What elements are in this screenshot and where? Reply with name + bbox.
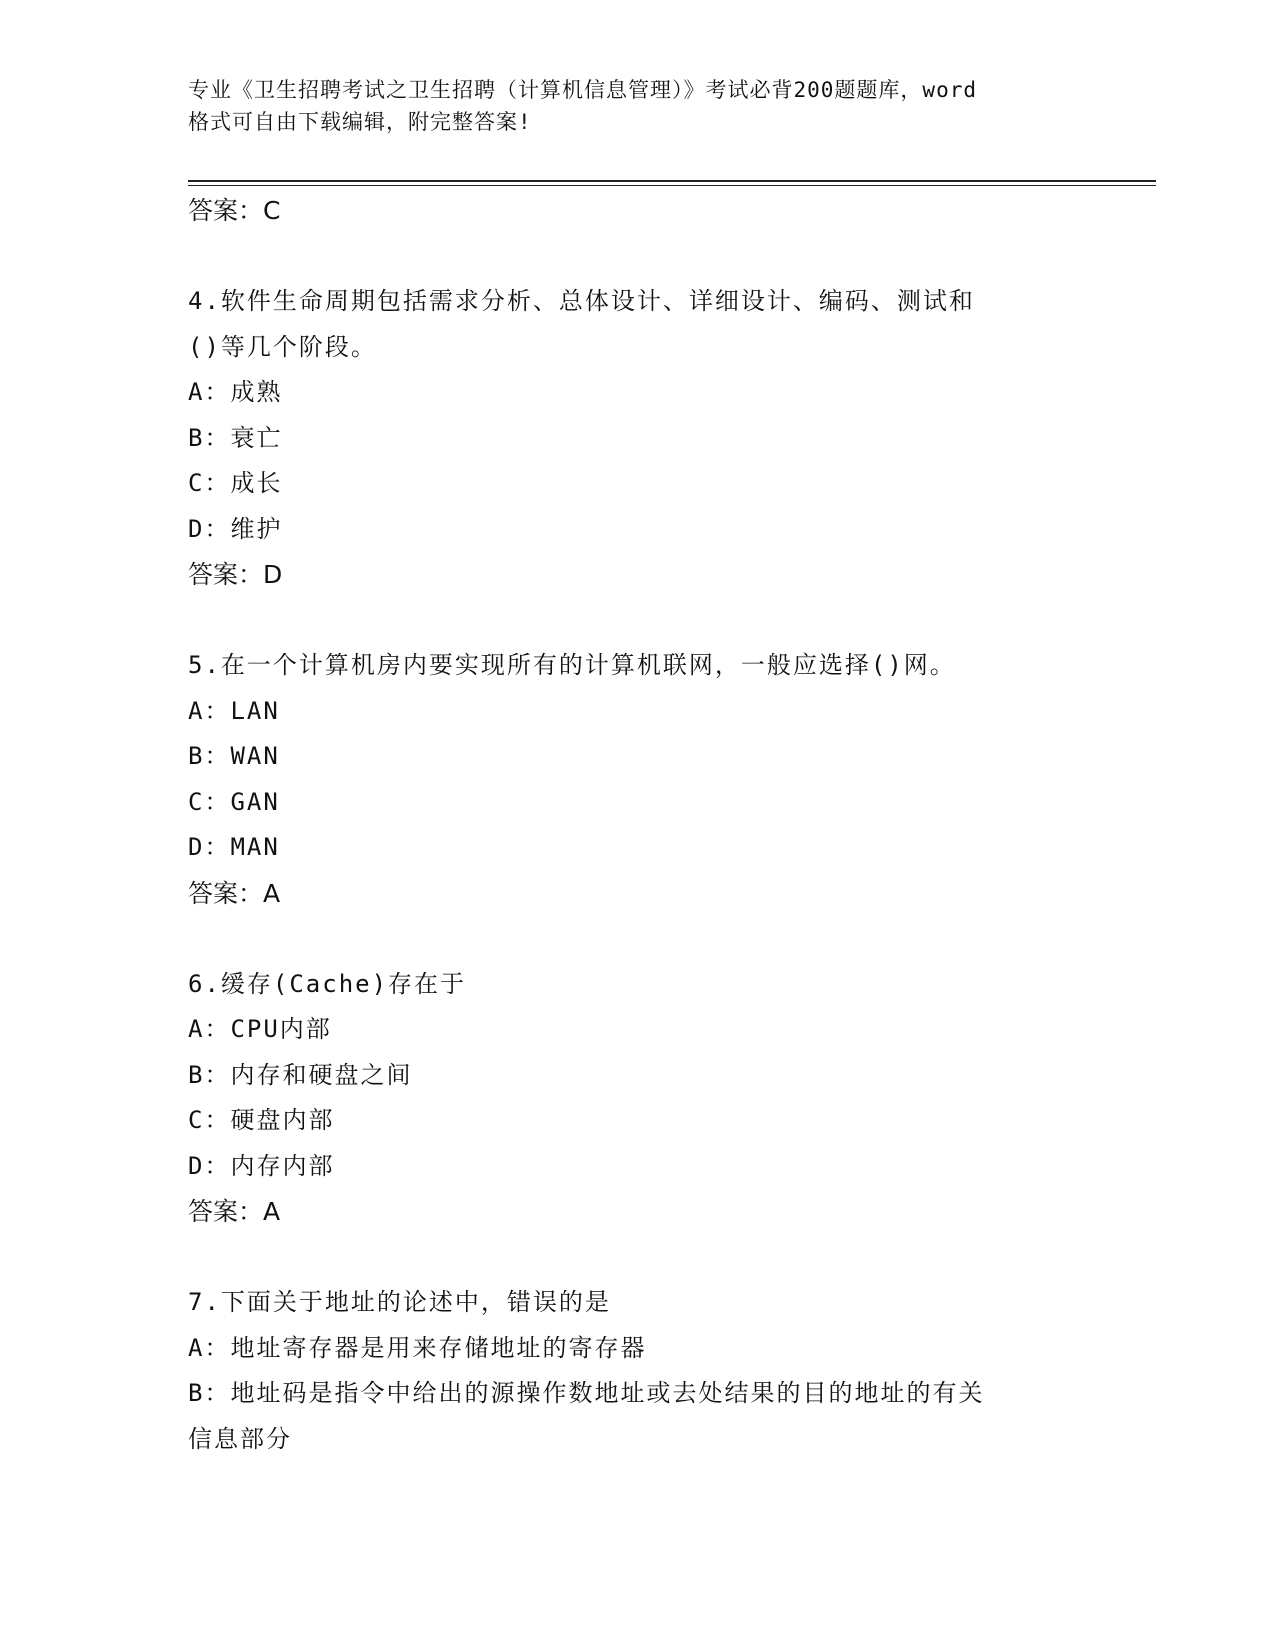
question-4-stem-cont: ()等几个阶段。 bbox=[188, 332, 377, 361]
question-6-stem: 6.缓存(Cache)存在于 bbox=[188, 969, 467, 998]
question-4-option-d: D：维护 bbox=[188, 514, 283, 543]
question-5-option-a: A：LAN bbox=[188, 696, 280, 725]
question-4-answer: 答案：D bbox=[188, 560, 283, 589]
question-6-option-a: A：CPU内部 bbox=[188, 1015, 332, 1043]
spacer bbox=[188, 598, 1088, 644]
question-6-answer: 答案：A bbox=[188, 1197, 281, 1226]
question-6-option-c: C：硬盘内部 bbox=[188, 1106, 335, 1134]
question-4-option-a: A：成熟 bbox=[188, 378, 283, 406]
question-5-stem: 5.在一个计算机房内要实现所有的计算机联网，一般应选择()网。 bbox=[188, 651, 956, 679]
question-6-option-d: D：内存内部 bbox=[188, 1151, 335, 1180]
question-5-option-b: B：WAN bbox=[188, 742, 280, 770]
question-7-option-a: A：地址寄存器是用来存储地址的寄存器 bbox=[188, 1333, 647, 1362]
question-6-option-b: B：内存和硬盘之间 bbox=[188, 1060, 413, 1089]
document-header bbox=[188, 74, 1088, 138]
question-7-option-b: B：地址码是指令中给出的源操作数地址或去处结果的目的地址的有关 bbox=[188, 1379, 985, 1407]
question-7-option-b-cont: 信息部分 bbox=[188, 1424, 292, 1453]
header-line-1: 专业《卫生招聘考试之卫生招聘（计算机信息管理）》考试必背200题题库，word bbox=[188, 78, 977, 102]
spacer bbox=[188, 916, 1088, 962]
question-5-option-d: D：MAN bbox=[188, 833, 280, 861]
question-7-stem: 7.下面关于地址的论述中，错误的是 bbox=[188, 1288, 611, 1316]
spacer bbox=[188, 1235, 1088, 1281]
question-5-option-c: C：GAN bbox=[188, 787, 280, 816]
spacer bbox=[188, 234, 1088, 280]
answer-prev: 答案：C bbox=[188, 196, 281, 225]
header-line-2: 格式可自由下载编辑，附完整答案! bbox=[188, 110, 532, 134]
header-divider-thick bbox=[188, 180, 1156, 182]
question-list bbox=[188, 188, 1088, 1462]
header-divider-thin bbox=[188, 185, 1156, 186]
question-4-option-b: B：衰亡 bbox=[188, 423, 283, 452]
question-4-stem: 4.软件生命周期包括需求分析、总体设计、详细设计、编码、测试和 bbox=[188, 287, 975, 315]
question-5-answer: 答案：A bbox=[188, 878, 281, 908]
question-4-option-c: C：成长 bbox=[188, 469, 283, 497]
